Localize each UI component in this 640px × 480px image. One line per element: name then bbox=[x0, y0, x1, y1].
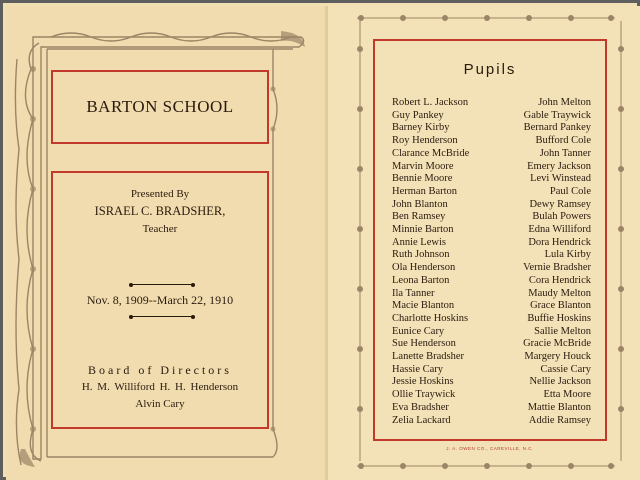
pupil-name: Mattie Blanton bbox=[527, 401, 591, 413]
pupil-name: Dora Hendrick bbox=[528, 236, 591, 248]
vine-left bbox=[353, 19, 367, 463]
pupil-name: Guy Pankey bbox=[392, 109, 444, 121]
school-title: BARTON SCHOOL bbox=[86, 97, 234, 116]
pupil-name: John Blanton bbox=[392, 198, 448, 210]
pupil-name: Roy Henderson bbox=[392, 135, 458, 147]
pupil-name: Lula Kirby bbox=[544, 249, 591, 261]
pupil-name: Eva Bradsher bbox=[392, 401, 449, 413]
pupil-name: Vernie Bradsher bbox=[523, 262, 591, 274]
pupil-name: Bulah Powers bbox=[532, 211, 591, 223]
pupil-name: Ola Henderson bbox=[392, 262, 456, 274]
pupil-name: Gracie McBride bbox=[523, 338, 591, 350]
pupil-name: Ruth Johnson bbox=[392, 249, 450, 261]
pupil-name: Herman Barton bbox=[392, 185, 458, 197]
info-box bbox=[51, 171, 269, 429]
pupil-name: Sue Henderson bbox=[392, 338, 456, 350]
teacher-role: Teacher bbox=[142, 223, 178, 235]
pupil-name: Jessie Hoskins bbox=[392, 376, 454, 388]
pupil-name: Barney Kirby bbox=[392, 122, 450, 134]
divider-bottom bbox=[131, 316, 193, 317]
pupil-name: Charlotte Hoskins bbox=[392, 312, 469, 324]
pupil-name: Cora Hendrick bbox=[528, 274, 591, 286]
pupil-name: Bennie Moore bbox=[392, 173, 453, 185]
pupil-name: Zelia Lackard bbox=[392, 414, 451, 426]
pupil-name: Maudy Melton bbox=[528, 287, 591, 299]
pupil-name: John Tanner bbox=[539, 147, 591, 159]
pupil-name: Cassie Cary bbox=[540, 363, 591, 375]
pupil-name: Emery Jackson bbox=[527, 160, 591, 172]
printer-mark: J. A. OWEN CO., CAREVILLE, N.C. bbox=[446, 446, 534, 451]
divider-top bbox=[131, 284, 193, 285]
center-fold bbox=[325, 6, 328, 480]
pupil-name: Leona Barton bbox=[392, 274, 450, 286]
directors-line-1: H. M. Williford H. H. Henderson bbox=[81, 381, 239, 393]
pupil-name: Hassie Cary bbox=[392, 363, 444, 375]
term-dates: Nov. 8, 1909--March 22, 1910 bbox=[86, 293, 234, 307]
pupil-name: Eunice Cary bbox=[392, 325, 445, 337]
vine-bottom bbox=[355, 459, 617, 473]
pupil-name: Clarance McBride bbox=[392, 147, 470, 159]
pupil-name: Sallie Melton bbox=[534, 325, 591, 337]
pupils-heading: Pupils bbox=[463, 61, 517, 78]
presented-by: Presented By bbox=[130, 188, 190, 200]
pupils-column-right bbox=[523, 97, 591, 427]
pupil-name: Buffie Hoskins bbox=[527, 312, 591, 324]
pupil-name: Minnie Barton bbox=[392, 224, 454, 236]
pupil-name: Edna Williford bbox=[528, 224, 591, 236]
pupil-name: Annie Lewis bbox=[392, 236, 446, 248]
pupil-name: Gable Traywick bbox=[523, 109, 591, 121]
pupils-column-left bbox=[392, 97, 469, 427]
teacher-name: ISRAEL C. BRADSHER, bbox=[94, 204, 226, 218]
pupil-name: Ollie Traywick bbox=[392, 389, 456, 401]
pupil-name: Marvin Moore bbox=[392, 160, 454, 172]
pupil-name: Macie Blanton bbox=[392, 300, 455, 312]
pupil-name: Bufford Cole bbox=[535, 135, 591, 147]
pupil-name: Ila Tanner bbox=[392, 287, 435, 299]
pupil-name: Bernard Pankey bbox=[523, 122, 591, 134]
pupil-name: Robert L. Jackson bbox=[392, 97, 469, 108]
board-heading: Board of Directors bbox=[88, 363, 232, 377]
pupil-name: Lanette Bradsher bbox=[392, 351, 465, 363]
pupil-name: John Melton bbox=[538, 97, 591, 108]
pupil-name: Etta Moore bbox=[543, 389, 591, 401]
pupil-name: Levi Winstead bbox=[530, 173, 591, 185]
pupils-box bbox=[373, 39, 607, 451]
directors-line-2: Alvin Cary bbox=[135, 398, 185, 410]
pupil-name: Dewy Ramsey bbox=[529, 198, 591, 210]
pupil-name: Margery Houck bbox=[524, 351, 591, 363]
vine-right bbox=[614, 19, 628, 463]
title-box bbox=[51, 70, 269, 144]
vine-top bbox=[355, 11, 617, 25]
pupil-name: Paul Cole bbox=[549, 185, 591, 197]
pupil-name: Addie Ramsey bbox=[528, 414, 591, 426]
pupil-name: Grace Blanton bbox=[530, 300, 591, 312]
pupil-name: Nellie Jackson bbox=[529, 376, 591, 388]
pupil-name: Ben Ramsey bbox=[392, 211, 446, 223]
